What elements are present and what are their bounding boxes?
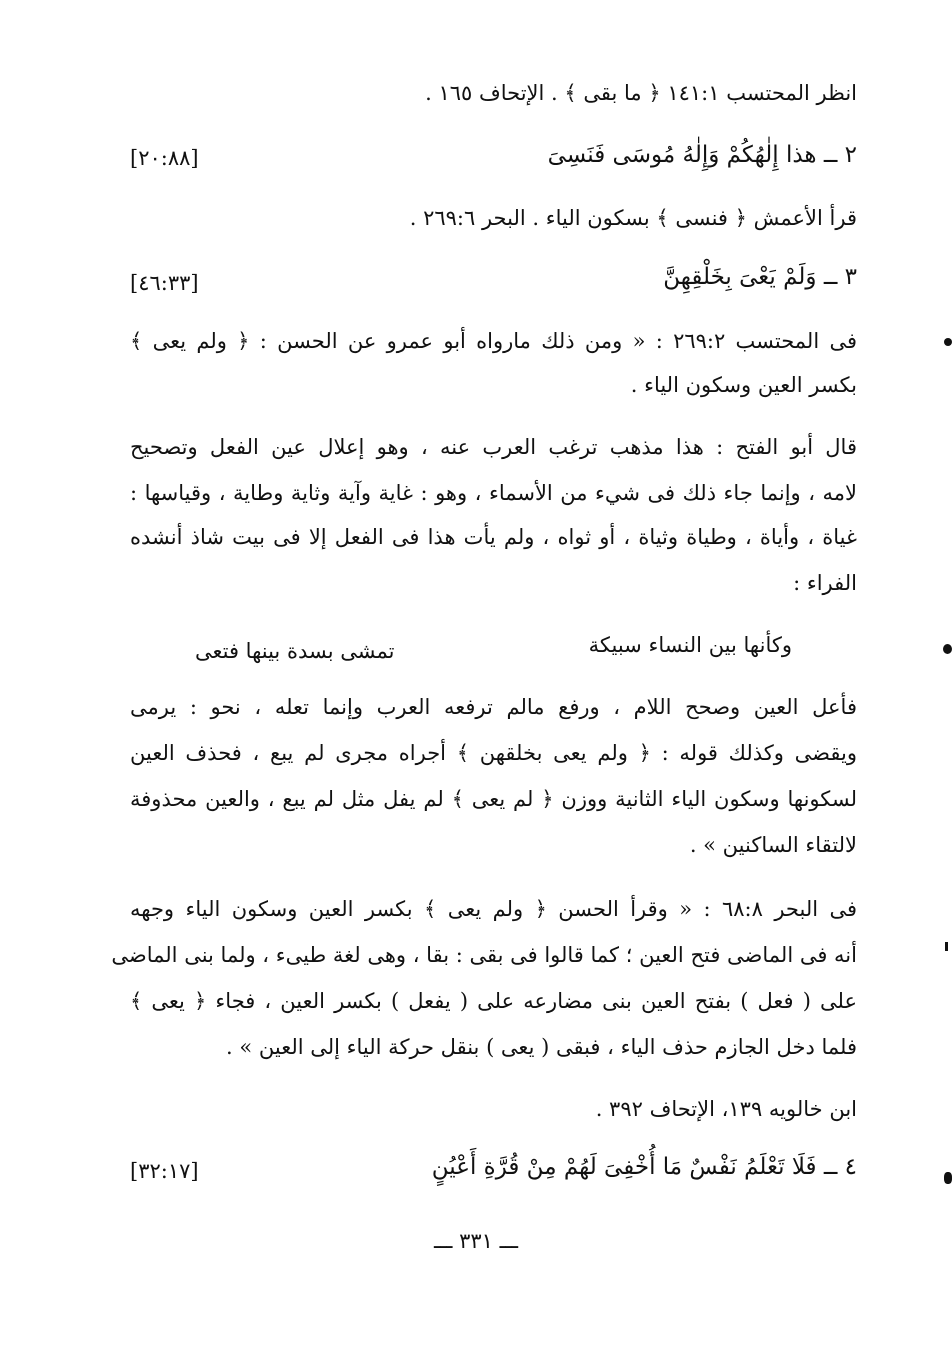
scan-mark — [944, 1172, 952, 1184]
paragraph-line: على ( فعل ) بفتح العين بنى مضارعه على ( يفعل ) بكسر العين ، فجاء ﴿ يعى ﴾ — [130, 989, 857, 1013]
paragraph-line: قال أبو الفتح : هذا مذهب ترغب العرب عنه ، وهو إعلال عين الفعل وتصحيح — [130, 435, 857, 459]
scan-mark — [945, 942, 948, 951]
reading-note-line: قرأ الأعمش ﴿ فنسى ﴾ بسكون الياء . البحر ٢٦٩:٦ . — [409, 206, 857, 230]
verse-reference-3: [٤٦:٣٣] — [130, 271, 199, 295]
verse-reference-2: [٢٠:٨٨] — [130, 146, 199, 170]
verse-reference-4: [٣٢:١٧] — [130, 1159, 199, 1183]
reference-line: انظر المحتسب ١٤١:١ ﴿ ما بقى ﴾ . الإتحاف ١٦٥ . — [425, 81, 857, 105]
paragraph-line: لالتقاء الساكنين » . — [689, 833, 857, 857]
poem-first-hemistich: وكأنها بين النساء سبيكة — [588, 633, 792, 657]
paragraph-line: فلما دخل الجازم حذف الياء ، فبقى ( يعى ) بنقل حركة الياء إلى العين » . — [226, 1035, 857, 1059]
quran-verse-4: ٤ ــ فَلَا تَعْلَمُ نَفْسٌ مَا أُخْفِىَ لَهُمْ مِنْ قُرَّةِ أَعْيُنٍ — [431, 1154, 857, 1180]
scan-mark — [944, 338, 952, 346]
paragraph-line: فأعل العين وصحح اللام ، ورفع مالم ترفعه العرب وإنما تعله ، نحو : يرمى — [130, 695, 857, 719]
paragraph-line: فى المحتسب ٢٦٩:٢ : « ومن ذلك مارواه أبو عمرو عن الحسن : ﴿ ولم يعى ﴾ — [130, 329, 857, 353]
paragraph-line: لسكونها وسكون الياء الثانية ووزن ﴿ لم يعى ﴾ لم يفل مثل لم يبع ، والعين محذوفة — [130, 787, 857, 811]
paragraph-line: الفراء : — [793, 571, 857, 595]
paragraph-line: فى البحر ٦٨:٨ : « وقرأ الحسن ﴿ ولم يعى ﴾ بكسر العين وسكون الياء وجهه — [130, 897, 858, 921]
quran-verse-2: ٢ ــ هذا إِلٰهُكُمْ وَإِلٰهُ مُوسَى فَنَسِىَ — [547, 142, 857, 168]
quran-verse-3: ٣ ــ وَلَمْ يَعْىَ بِخَلْقِهِنَّ — [663, 264, 857, 290]
paragraph-line: بكسر العين وسكون الياء . — [630, 373, 857, 397]
page-number: ـــ ٣٣١ ـــ — [433, 1229, 519, 1253]
paragraph-line: أنه فى الماضى فتح العين ؛ كما قالوا فى بقى : بقا ، وهى لغة طيىء ، ولما بنى الماضى — [111, 943, 857, 967]
reference-line: ابن خالويه ١٣٩، الإتحاف ٣٩٢ . — [595, 1097, 857, 1121]
paragraph-line: لامه ، وإنما جاء ذلك فى شيء من الأسماء ، وهو : غاية وآية وثاية وطاية ، وقياسها : — [130, 481, 857, 505]
scan-mark — [943, 644, 952, 654]
poem-second-hemistich: تمشى بسدة بينها فتعى — [195, 639, 395, 663]
paragraph-line: غياة ، وأياة ، وطياة وثياة ، أو ثواه ، ولم يأت هذا فى الفعل إلا فى بيت شاذ أنشده — [130, 525, 857, 549]
paragraph-line: ويقضى وكذلك قوله : ﴿ ولم يعى بخلقهن ﴾ أجراه مجرى لم يبع ، فحذف العين — [130, 741, 857, 765]
